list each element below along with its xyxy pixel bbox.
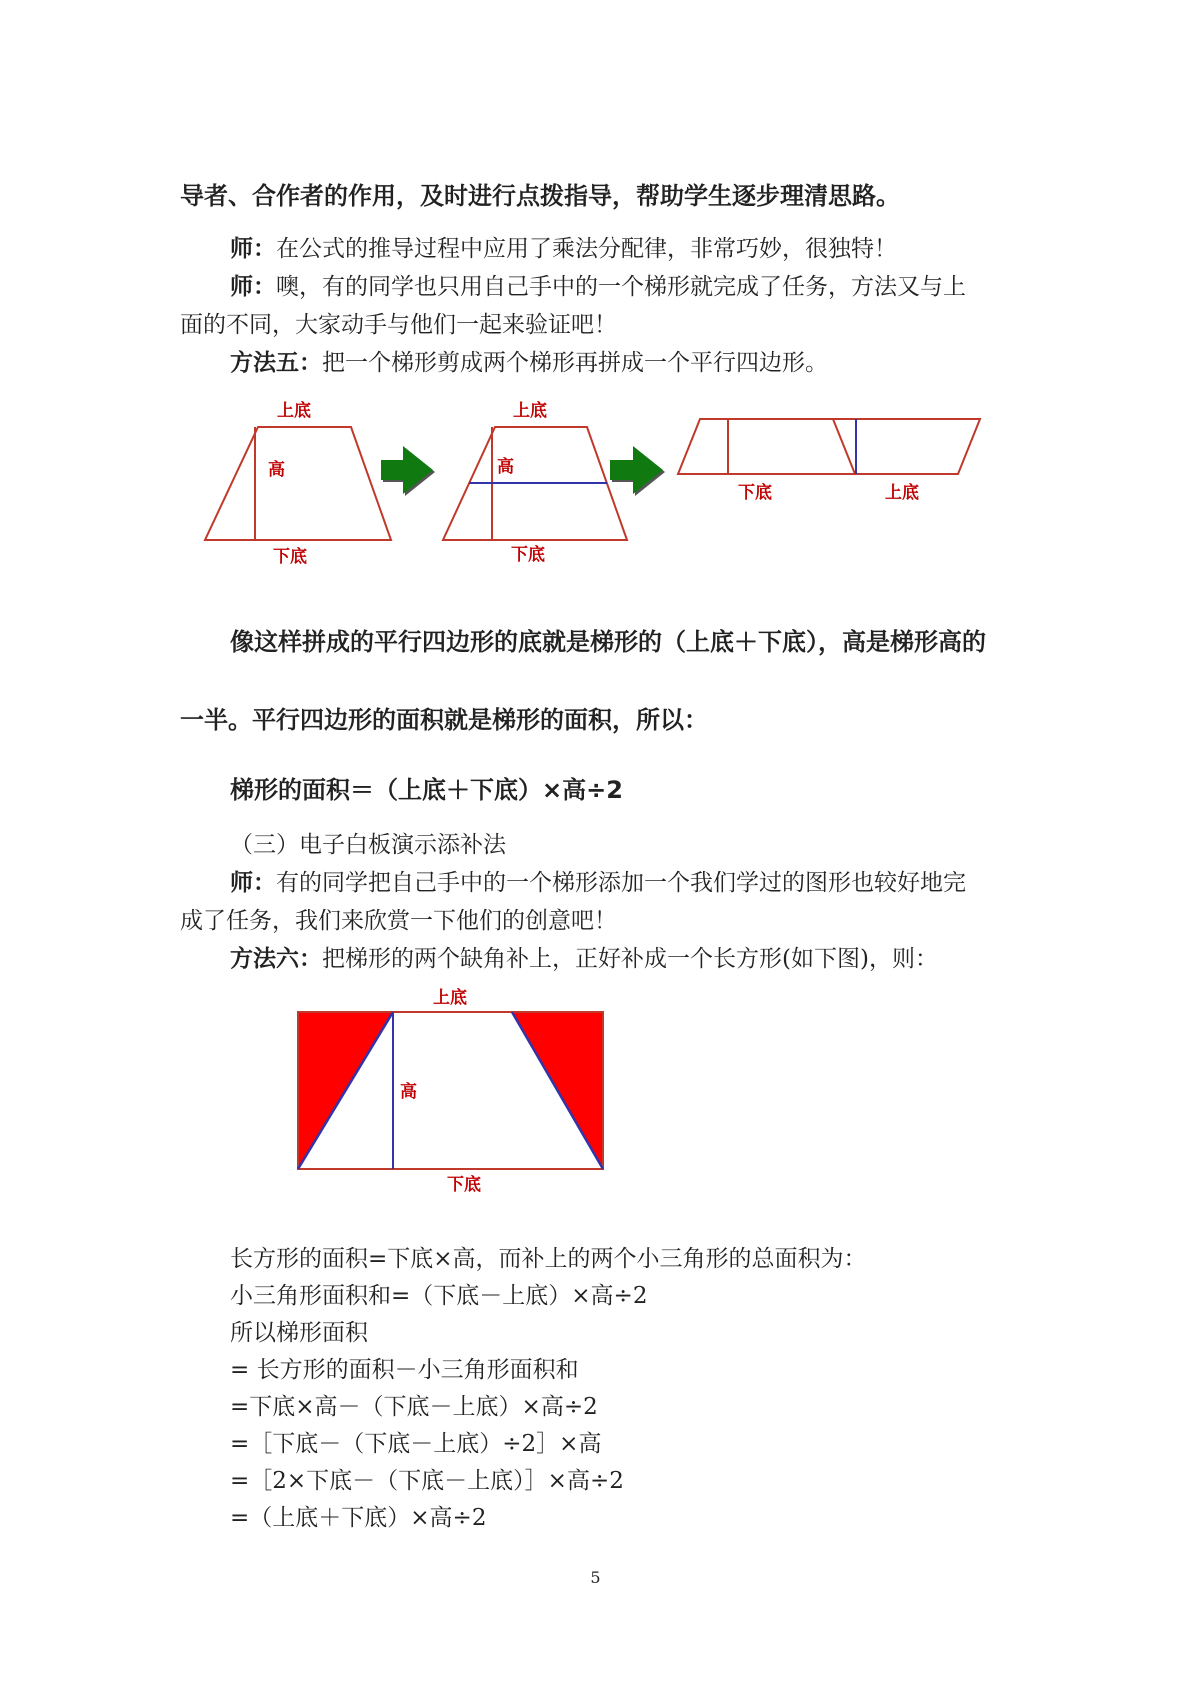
method-text: 把梯形的两个缺角补上，正好补成一个长方形(如下图)，则： <box>322 946 938 972</box>
arrow-icon <box>381 446 435 496</box>
cut-line <box>833 419 855 474</box>
top-base-label: 上底 <box>277 401 311 421</box>
paragraph-line <box>230 268 966 301</box>
bottom-base-label: 下底 <box>273 547 307 567</box>
speaker-label: 师： <box>230 274 276 300</box>
paragraph-line <box>230 344 828 377</box>
paragraph-line: 面的不同，大家动手与他们一起来验证吧！ <box>180 312 617 338</box>
method-text: 把一个梯形剪成两个梯形再拼成一个平行四边形。 <box>322 350 828 376</box>
formula-line: = 长方形的面积－小三角形面积和 <box>230 1357 579 1383</box>
formula-line: =下底×高－（下底－上底）×高÷2 <box>230 1394 598 1420</box>
formula-line: =（上底＋下底）×高÷2 <box>230 1505 487 1531</box>
formula-line: =［2×下底－（下底－上底）］×高÷2 <box>230 1468 624 1494</box>
trapezoid-shape <box>205 427 391 540</box>
section-heading: （三）电子白板演示添补法 <box>230 832 506 858</box>
speaker-label: 师： <box>230 870 276 896</box>
arrow-icon <box>610 446 665 496</box>
paragraph-line: 成了任务，我们来欣赏一下他们的创意吧！ <box>180 908 617 934</box>
bottom-base-label: 下底 <box>738 483 772 503</box>
height-label: 高 <box>497 457 514 477</box>
paragraph-line <box>230 230 897 263</box>
top-base-label: 上底 <box>513 401 547 421</box>
parallelogram-shape <box>678 419 980 474</box>
paragraph-line <box>230 864 966 897</box>
paragraph-line: 所以梯形面积 <box>230 1320 368 1346</box>
method-label: 方法六： <box>230 946 322 972</box>
paragraph-line: 一半。平行四边形的面积就是梯形的面积，所以： <box>180 706 708 734</box>
trapezoid-to-parallelogram-figure <box>195 390 1015 570</box>
speaker-text: 有的同学把自己手中的一个梯形添加一个我们学过的图形也较好地完 <box>276 870 966 896</box>
paragraph-line <box>230 940 938 973</box>
formula-line: =［下底－（下底－上底）÷2］×高 <box>230 1431 602 1457</box>
trapezoid-in-rectangle-figure <box>290 985 620 1195</box>
paragraph-line: 长方形的面积=下底×高，而补上的两个小三角形的总面积为： <box>230 1246 867 1272</box>
speaker-text: 在公式的推导过程中应用了乘法分配律，非常巧妙，很独特！ <box>276 236 897 262</box>
formula-line: 梯形的面积＝（上底＋下底）×高÷2 <box>230 776 623 804</box>
paragraph-line: 像这样拼成的平行四边形的底就是梯形的（上底＋下底），高是梯形高的 <box>230 628 986 656</box>
top-base-label: 上底 <box>433 988 467 1008</box>
formula-line: 小三角形面积和=（下底－上底）×高÷2 <box>230 1283 648 1309</box>
bottom-base-label: 下底 <box>511 545 545 565</box>
top-base-label: 上底 <box>885 483 919 503</box>
height-label: 高 <box>400 1082 417 1102</box>
speaker-label: 师： <box>230 236 276 262</box>
method-label: 方法五： <box>230 350 322 376</box>
speaker-text: 噢，有的同学也只用自己手中的一个梯形就完成了任务，方法又与上 <box>276 274 966 300</box>
height-label: 高 <box>268 460 285 480</box>
bottom-base-label: 下底 <box>447 1175 481 1195</box>
page-number: 5 <box>590 1568 601 1587</box>
paragraph-line: 导者、合作者的作用，及时进行点拨指导，帮助学生逐步理清思路。 <box>180 182 900 210</box>
